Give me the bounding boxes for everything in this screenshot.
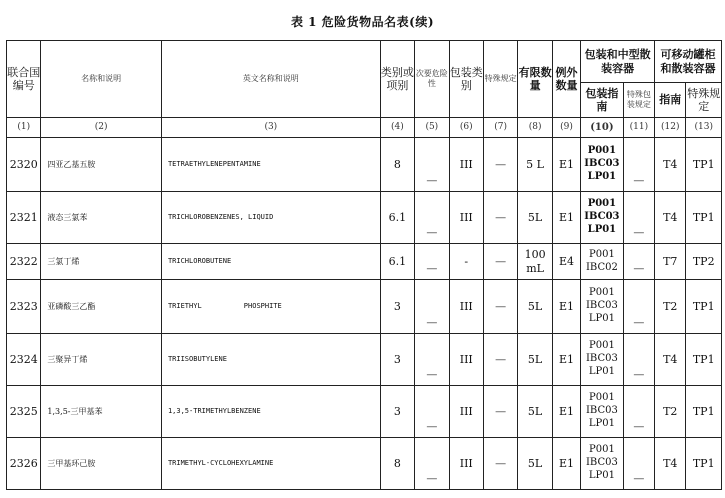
header-subsidiary-risk: 次要危险性 [415,41,449,118]
header-special-provisions: 特殊规定 [483,41,517,118]
class-cell: 6.1 [380,192,414,244]
special-provisions-cell: — [483,438,517,490]
packing-instruction-line: P001 [588,340,615,352]
special-provisions-cell: — [483,386,517,438]
excepted-quantity-cell: E1 [552,438,580,490]
excepted-quantity-cell: E4 [552,244,580,280]
un-number-cell: 2325 [7,386,41,438]
class-cell: 3 [380,386,414,438]
col-number: (9) [552,118,580,138]
header-name-cn: 名称和说明 [41,41,162,118]
name-en-cell: TRIETHYL PHOSPHITE [161,280,380,334]
special-packing-cell: — [623,244,654,280]
special-provisions-cell: — [483,334,517,386]
packing-instruction-line: IBC03 [585,457,618,469]
tank-instructions-cell: T4 [655,334,686,386]
col-number: (7) [483,118,517,138]
packing-group-cell: III [449,192,483,244]
tank-special-cell: TP1 [686,386,722,438]
col-number: (4) [380,118,414,138]
table-row [7,280,722,334]
packing-instructions-cell [581,192,624,244]
table-row [7,138,722,192]
limited-quantity-cell: 5 L [518,138,552,192]
header-name-en: 英文名称和说明 [161,41,380,118]
tank-special-cell: TP1 [686,138,722,192]
header-limited-quantity: 有限数量 [518,41,552,118]
dangerous-goods-table [6,40,722,490]
tank-instructions-cell: T4 [655,138,686,192]
limited-quantity-cell: 5L [518,386,552,438]
col-number: (6) [449,118,483,138]
packing-instructions-cell [581,334,624,386]
packing-instructions-cell [581,280,624,334]
special-packing-cell: — [623,386,654,438]
special-packing-cell: — [623,280,654,334]
header-packing-instructions: 包装指南 [581,83,624,118]
header-tank-instructions: 指南 [655,83,686,118]
col-number: (10) [581,118,624,138]
table-row [7,438,722,490]
subsidiary-risk-cell: — [415,386,449,438]
un-number-cell: 2320 [7,138,41,192]
un-number-cell: 2326 [7,438,41,490]
col-number: (5) [415,118,449,138]
limited-quantity-cell: 100 mL [518,244,552,280]
packing-instruction-line: LP01 [588,469,615,481]
special-provisions-cell: — [483,280,517,334]
packing-instruction-line: IBC02 [585,261,618,273]
un-number-cell: 2323 [7,280,41,334]
packing-instruction-line: IBC03 [585,353,618,365]
special-packing-cell: — [623,192,654,244]
class-cell: 8 [380,438,414,490]
name-cn-cell: 1,3,5-三甲基苯 [41,386,162,438]
limited-quantity-cell: 5L [518,192,552,244]
header-un-number: 联合国编号 [7,41,41,118]
excepted-quantity-cell: E1 [552,138,580,192]
tank-special-cell: TP1 [686,280,722,334]
packing-instructions-cell [581,386,624,438]
packing-group-cell: III [449,386,483,438]
special-provisions-cell: — [483,244,517,280]
name-cn-cell: 亚磷酸三乙酯 [41,280,162,334]
packing-instruction-line: LP01 [588,365,615,377]
un-number-cell: 2321 [7,192,41,244]
class-cell: 6.1 [380,244,414,280]
limited-quantity-cell: 5L [518,334,552,386]
packing-instruction-line: P001 [588,248,615,260]
name-en-cell: TRICHLOROBENZENES, LIQUID [161,192,380,244]
header-special-packing: 特殊包装规定 [623,83,654,118]
packing-instruction-line: LP01 [588,417,615,429]
tank-special-cell: TP1 [686,334,722,386]
special-packing-cell: — [623,438,654,490]
special-provisions-cell: — [483,192,517,244]
tank-special-cell: TP2 [686,244,722,280]
header-tank-special: 特殊规定 [686,83,722,118]
packing-instruction-line: P001 [587,145,617,157]
packing-group-cell: III [449,138,483,192]
packing-instruction-line: LP01 [588,312,615,324]
packing-instruction-line: IBC03 [585,405,618,417]
packing-instructions-cell [581,138,624,192]
col-number: (1) [7,118,41,138]
packing-group-cell: III [449,438,483,490]
special-provisions-cell: — [483,138,517,192]
packing-instruction-line: P001 [588,287,615,299]
packing-instruction-line: LP01 [587,170,617,182]
special-packing-cell: — [623,334,654,386]
subsidiary-risk-cell: — [415,280,449,334]
un-number-cell: 2322 [7,244,41,280]
excepted-quantity-cell: E1 [552,386,580,438]
tank-instructions-cell: T4 [655,192,686,244]
class-cell: 8 [380,138,414,192]
packing-instruction-line: IBC03 [584,158,620,170]
packing-instruction-line: IBC03 [584,211,620,223]
limited-quantity-cell: 5L [518,438,552,490]
excepted-quantity-cell: E1 [552,192,580,244]
table-row [7,244,722,280]
name-cn-cell: 四亚乙基五胺 [41,138,162,192]
col-number: (8) [518,118,552,138]
table-row [7,334,722,386]
packing-instructions-cell [581,438,624,490]
name-en-cell: TETRAETHYLENEPENTAMINE [161,138,380,192]
excepted-quantity-cell: E1 [552,334,580,386]
subsidiary-risk-cell: — [415,438,449,490]
subsidiary-risk-cell: — [415,334,449,386]
subsidiary-risk-cell: — [415,192,449,244]
excepted-quantity-cell: E1 [552,280,580,334]
col-number: (12) [655,118,686,138]
tank-instructions-cell: T7 [655,244,686,280]
packing-group-cell: III [449,334,483,386]
packing-instruction-line: LP01 [587,223,617,235]
name-en-cell: TRIMETHYL-CYCLOHEXYLAMINE [161,438,380,490]
header-packaging-ibc: 包装和中型散装容器 [581,41,655,83]
packing-instruction-line: P001 [587,198,617,210]
tank-instructions-cell: T2 [655,280,686,334]
name-cn-cell: 三聚异丁烯 [41,334,162,386]
packing-instruction-line: P001 [588,444,615,456]
class-cell: 3 [380,334,414,386]
tank-special-cell: TP1 [686,192,722,244]
header-packing-group: 包装类别 [449,41,483,118]
name-cn-cell: 三氯丁烯 [41,244,162,280]
special-packing-cell: — [623,138,654,192]
packing-instruction-line: P001 [588,392,615,404]
limited-quantity-cell: 5L [518,280,552,334]
col-number: (11) [623,118,654,138]
header-portable-tanks: 可移动罐柜和散装容器 [655,41,722,83]
col-number: (13) [686,118,722,138]
table-row [7,386,722,438]
table-title: 表 1 危险货物品名表(续) [290,15,435,29]
col-number: (3) [161,118,380,138]
header-excepted-quantity: 例外数量 [552,41,580,118]
class-cell: 3 [380,280,414,334]
packing-group-cell: - [449,244,483,280]
packing-instruction-line: IBC03 [585,300,618,312]
col-number: (2) [41,118,162,138]
packing-instructions-cell [581,244,624,280]
table-row [7,192,722,244]
name-en-cell: TRICHLOROBUTENE [161,244,380,280]
un-number-cell: 2324 [7,334,41,386]
subsidiary-risk-cell: — [415,244,449,280]
name-en-cell: TRIISOBUTYLENE [161,334,380,386]
name-cn-cell: 液态三氯苯 [41,192,162,244]
subsidiary-risk-cell: — [415,138,449,192]
tank-instructions-cell: T4 [655,438,686,490]
packing-group-cell: III [449,280,483,334]
header-class: 类别或项别 [380,41,414,118]
tank-special-cell: TP1 [686,438,722,490]
name-en-cell: 1,3,5-TRIMETHYLBENZENE [161,386,380,438]
name-cn-cell: 三甲基环己胺 [41,438,162,490]
tank-instructions-cell: T2 [655,386,686,438]
